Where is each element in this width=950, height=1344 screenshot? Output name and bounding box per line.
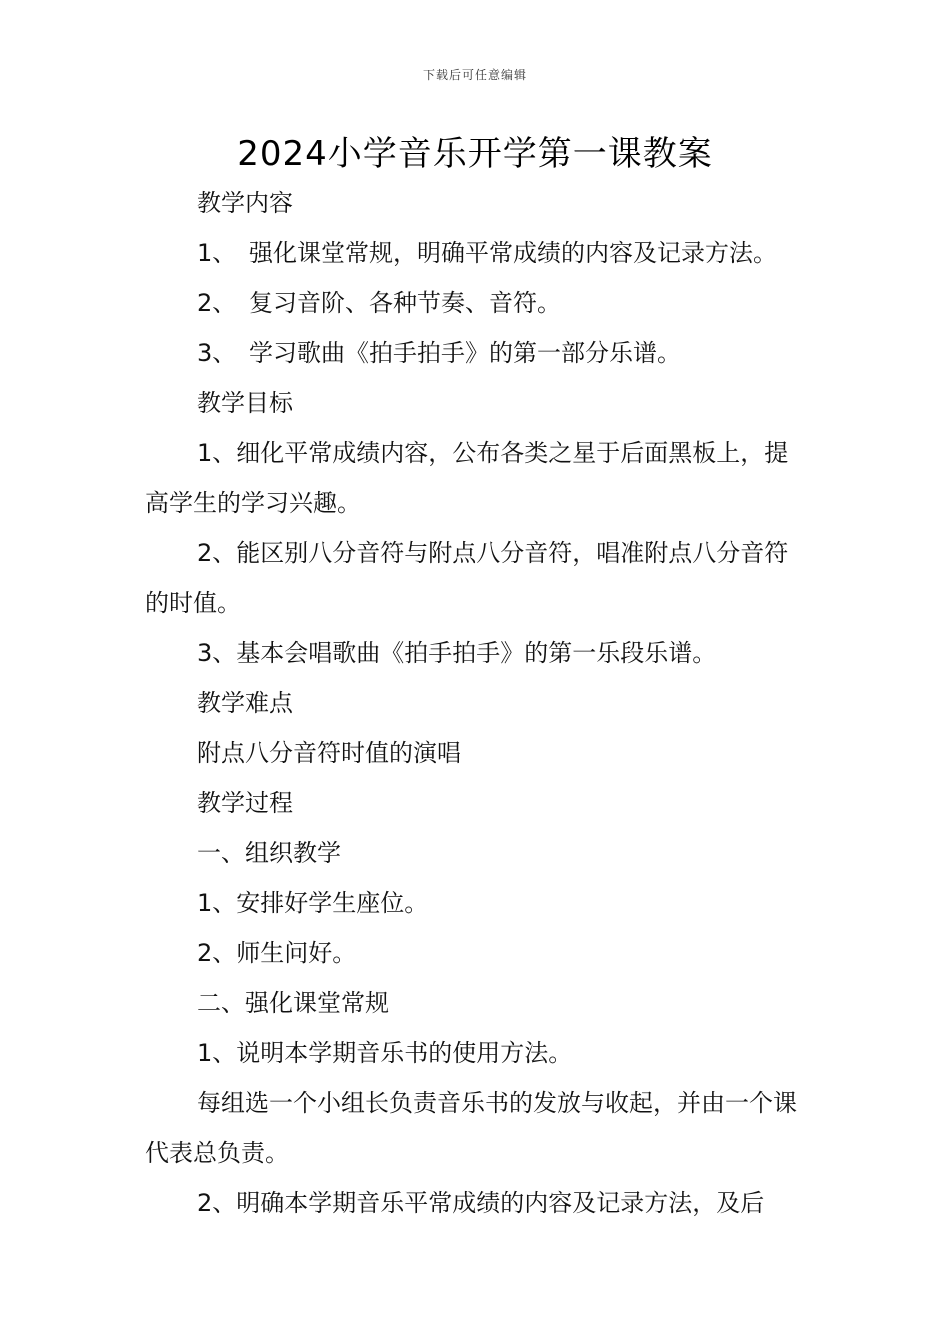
content-item-number: 3、	[197, 339, 237, 367]
content-item-text: 复习音阶、各种节奏、音符。	[249, 289, 561, 317]
content-item-1	[145, 228, 810, 278]
process-item: 1、安排好学生座位。	[197, 889, 429, 917]
process-step-heading-2: 二、强化课堂常规	[197, 989, 389, 1017]
content-item-text: 学习歌曲《拍手拍手》的第一部分乐谱。	[249, 339, 681, 367]
document-title: 2024小学音乐开学第一课教案	[237, 134, 713, 174]
process-step-heading-1: 一、组织教学	[197, 839, 341, 867]
process-item: 1、说明本学期音乐书的使用方法。	[197, 1039, 573, 1067]
process-item: 每组选一个小组长负责音乐书的发放与收起，并由一个课代表总负责。	[145, 1089, 797, 1167]
section-heading-process: 教学过程	[197, 789, 293, 817]
goal-item-2: 2、能区别八分音符与附点八分音符，唱准附点八分音符的时值。	[145, 539, 789, 617]
goal-item-3: 3、基本会唱歌曲《拍手拍手》的第一乐段乐谱。	[197, 639, 717, 667]
section-heading-content: 教学内容	[197, 189, 293, 217]
section-heading-goals: 教学目标	[197, 389, 293, 417]
content-item-3	[145, 328, 810, 378]
process-item: 2、师生问好。	[197, 939, 357, 967]
process-item: 2、明确本学期音乐平常成绩的内容及记录方法，及后	[197, 1189, 765, 1217]
content-item-2	[145, 278, 810, 328]
content-item-number: 1、	[197, 239, 237, 267]
goal-item-1: 1、细化平常成绩内容，公布各类之星于后面黑板上，提高学生的学习兴趣。	[145, 439, 789, 517]
content-item-number: 2、	[197, 289, 237, 317]
content-item-text: 强化课堂常规，明确平常成绩的内容及记录方法。	[249, 239, 777, 267]
difficulty-text: 附点八分音符时值的演唱	[197, 739, 461, 767]
section-heading-difficulty: 教学难点	[197, 689, 293, 717]
header-note: 下载后可任意编辑	[422, 68, 527, 82]
document-body	[145, 178, 810, 1228]
